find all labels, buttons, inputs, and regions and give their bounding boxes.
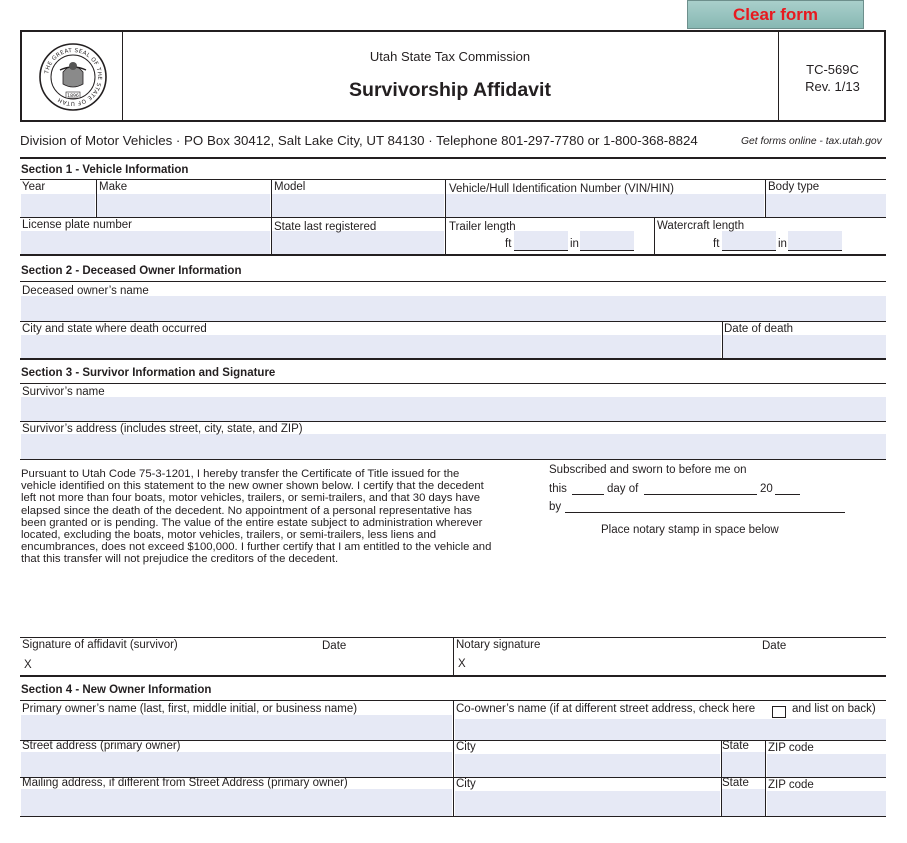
notary-by-input[interactable] (565, 512, 845, 513)
header-divider-right (778, 32, 779, 120)
statement-line: vehicle identified on this statement to the new owner shown below. I certify that the decedent (21, 480, 484, 493)
s1-divider (765, 180, 766, 217)
section3-row-rule-2 (20, 459, 886, 460)
section3-title: Section 3 - Survivor Information and Signature (21, 367, 276, 379)
section1-title: Section 1 - Vehicle Information (21, 164, 189, 176)
trailer-length-label: Trailer length (449, 221, 516, 233)
state-last-registered-input[interactable] (272, 231, 444, 254)
street-address-input[interactable] (21, 752, 452, 777)
this-label: this (549, 483, 567, 495)
s1-divider (96, 180, 97, 217)
trailer-in-label: in (570, 238, 579, 250)
statement-line: left not more than four boats, motor vehicles, trailers, or semi-trailers, and that 30 days have (21, 492, 480, 505)
survivor-name-label: Survivor’s name (22, 386, 105, 398)
mailing-city-input[interactable] (455, 791, 720, 816)
statement-line: encumbrances, does not exceed $100,000. I further certify that I am entitled to the vehicle and (21, 541, 492, 554)
vin-input[interactable] (446, 194, 764, 217)
header-divider-left (122, 32, 123, 120)
co-owner-label: Co-owner’s name (if at different street address, check here (456, 703, 756, 715)
survivor-signature-input[interactable]: X (24, 659, 32, 671)
city-state-death-input[interactable] (21, 335, 721, 358)
year-input[interactable] (21, 194, 95, 217)
day-of-label: day of (607, 483, 639, 495)
state-seal-logo (36, 42, 110, 112)
section4-bottom-rule (20, 816, 886, 817)
zip-label: ZIP code (768, 742, 814, 754)
vin-label: Vehicle/Hull Identification Number (VIN/HIN) (449, 183, 674, 195)
s4-divider (453, 701, 454, 816)
signature-affidavit-label: Signature of affidavit (survivor) (22, 639, 178, 651)
s2-divider (722, 322, 723, 358)
form-number: TC-569C (806, 62, 859, 77)
section3-top-rule (20, 358, 886, 360)
section1-row-rule (20, 217, 886, 218)
form-revision: Rev. 1/13 (805, 79, 860, 94)
license-plate-input[interactable] (21, 231, 270, 254)
primary-owner-label: Primary owner’s name (last, first, middle initial, or business name) (22, 703, 358, 715)
form-title: Survivorship Affidavit (349, 79, 551, 101)
section4-top-rule (20, 675, 886, 677)
survivor-address-label: Survivor’s address (includes street, city, state, and ZIP) (22, 423, 303, 435)
by-label: by (549, 501, 562, 513)
deceased-name-input[interactable] (21, 296, 886, 321)
notary-date-label: Date (762, 640, 787, 652)
section2-top-rule (20, 254, 886, 256)
zip-input[interactable] (767, 754, 886, 777)
city-input[interactable] (455, 754, 720, 777)
year-suffix-input[interactable] (775, 494, 800, 495)
notary-stamp-label: Place notary stamp in space below (601, 524, 779, 536)
agency-name: Utah State Tax Commission (369, 49, 531, 64)
section1-rule (20, 179, 886, 180)
mailing-state-label: State (722, 777, 749, 789)
signature-date-label: Date (322, 640, 347, 652)
signature-divider (453, 637, 454, 675)
section3-rule (20, 383, 886, 384)
address-line: Division of Motor Vehicles · PO Box 30412, Salt Lake City, UT 84130 · Telephone 801-297-7780 or 1-800-368-8824 (20, 133, 698, 148)
survivor-address-input[interactable] (21, 434, 886, 459)
s1-divider (654, 217, 655, 254)
state-input[interactable] (722, 752, 765, 777)
mailing-state-input[interactable] (722, 789, 765, 816)
trailer-ft-label: ft (505, 238, 512, 250)
watercraft-ft-input[interactable] (722, 231, 776, 251)
notary-signature-input[interactable]: X (458, 658, 466, 670)
form-header (20, 30, 886, 122)
affidavit-statement (21, 468, 526, 566)
street-address-label: Street address (primary owner) (22, 740, 181, 752)
statement-line: been granted or is pending. The value of the entire estate subject to administration wherever (21, 516, 483, 529)
svg-text:1896: 1896 (67, 94, 79, 99)
make-input[interactable] (97, 194, 270, 217)
section2-title: Section 2 - Deceased Owner Information (21, 265, 242, 277)
city-state-death-label: City and state where death occurred (22, 323, 207, 335)
s4-divider (765, 741, 766, 816)
trailer-ft-input[interactable] (514, 231, 568, 251)
primary-owner-input[interactable] (21, 715, 452, 740)
watercraft-in-input[interactable] (788, 231, 842, 251)
watercraft-ft-label: ft (713, 238, 720, 250)
make-label: Make (99, 181, 128, 193)
statement-line: located, excluding the boats, motor vehicles, trailers, or semi-trailers, less liens and (21, 529, 437, 542)
year-prefix-label: 20 (760, 483, 773, 495)
mailing-zip-input[interactable] (767, 791, 886, 816)
notary-signature-label: Notary signature (456, 639, 541, 651)
survivor-name-input[interactable] (21, 397, 886, 421)
trailer-ft-line (514, 250, 568, 251)
mailing-address-label: Mailing address, if different from Street Address (primary owner) (22, 777, 348, 789)
trailer-in-line (580, 250, 634, 251)
co-owner-address-checkbox[interactable] (772, 706, 786, 718)
deceased-name-label: Deceased owner’s name (22, 285, 149, 297)
day-input[interactable] (572, 494, 604, 495)
model-label: Model (274, 181, 306, 193)
co-owner-input[interactable] (455, 719, 886, 740)
watercraft-in-line (788, 250, 842, 251)
svg-text:THE GREAT SEAL OF THE STATE OF: THE GREAT SEAL OF THE STATE OF UTAH (44, 47, 103, 107)
state-label: State (722, 740, 749, 752)
section2-rule (20, 281, 886, 282)
city-label: City (456, 741, 476, 753)
mailing-city-label: City (456, 778, 476, 790)
statement-line: Pursuant to Utah Code 75-3-1201, I hereby transfer the Certificate of Title issued for the (21, 468, 460, 480)
date-of-death-input[interactable] (723, 335, 886, 358)
date-of-death-label: Date of death (724, 323, 794, 335)
mailing-zip-label: ZIP code (768, 779, 814, 791)
model-input[interactable] (272, 194, 444, 217)
watercraft-length-label: Watercraft length (657, 220, 745, 232)
section1-top-rule (20, 157, 886, 159)
month-input[interactable] (644, 494, 757, 495)
statement-line: that this transfer will not prejudice the creditors of the decedent. (21, 553, 339, 566)
co-owner-list-label: and list on back) (792, 703, 876, 715)
forms-online: Get forms online - tax.utah.gov (741, 136, 882, 147)
sworn-label: Subscribed and sworn to before me on (549, 464, 747, 476)
trailer-in-input[interactable] (580, 231, 634, 251)
mailing-address-input[interactable] (21, 789, 452, 816)
state-last-registered-label: State last registered (274, 221, 377, 233)
license-plate-label: License plate number (22, 219, 132, 231)
statement-line: elapsed since the death of the decedent. No appointment of a personal representative has (21, 504, 472, 517)
section2-row-rule (20, 321, 886, 322)
body-type-label: Body type (768, 181, 820, 193)
watercraft-ft-line (722, 250, 776, 251)
body-type-input[interactable] (766, 194, 886, 217)
section3-row-rule (20, 421, 886, 422)
clear-form-button[interactable]: Clear form (687, 0, 864, 29)
section4-title: Section 4 - New Owner Information (21, 684, 212, 696)
year-label: Year (22, 181, 46, 193)
watercraft-in-label: in (778, 238, 787, 250)
